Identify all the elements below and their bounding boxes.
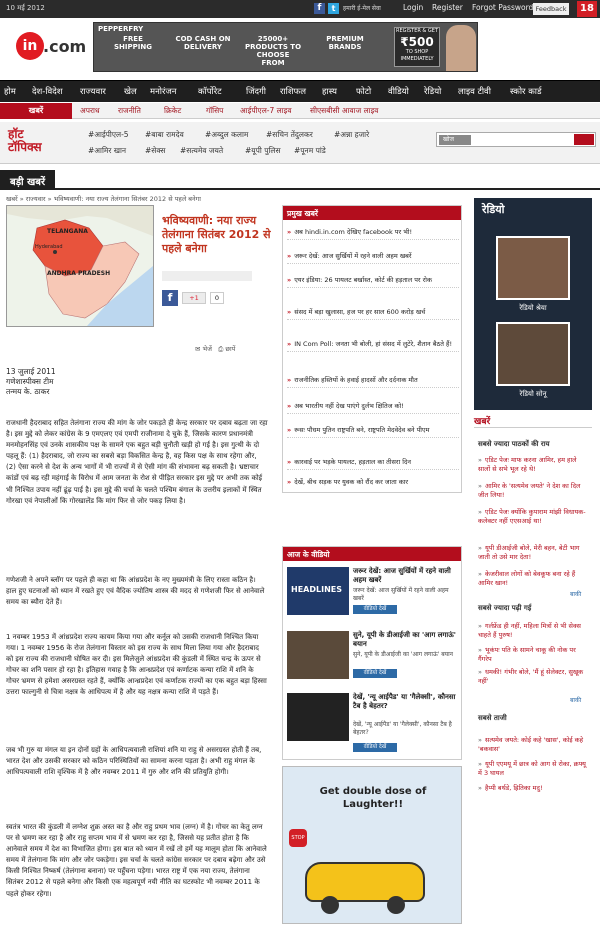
hot-tag[interactable]: #अब्दुल कलाम [205,130,249,139]
hot-tag[interactable]: #सचिन तेंदुलकर [266,130,313,139]
top-news-text: अब hindi.in.com देखिए facebook पर भी! [294,228,413,236]
news-link[interactable]: » यूपी डीआईजी बोले, मेरी बहन, बेटी भाग जाती तो उसे मार देता! [478,544,590,562]
car-illustration [305,862,425,902]
nav-item-photo[interactable]: फोटो [356,87,372,97]
twitter-icon[interactable]: t [328,3,339,14]
top-news-item[interactable]: » IN Com Poll: जनता भी बोली, हां संसद में लुटेरे, शैतान बैठते हैं! [287,340,459,352]
article-paragraph: गणेशजी ने अपने ब्लॉग पर पहले ही कहा था कि आंध्रप्रदेश के नए मुख्यमंत्री के लिए रास्ता कठिन है। हाल हुए घटनाओं को ध्यान में रखते हुए एवं वैदिक ज्योतिष शास्त्र की मदद से गणेशजी फिर से आनेवाले समय का ब्यौरा देते हैं। [6,576,265,607]
email-icon[interactable]: ✉ [195,345,201,353]
placeholder-bar [162,271,252,281]
article-paragraph: जब भी गुरु या मंगल या इन दोनों ग्रहों के आधिपत्यवाली राशियां शनि या राहु से असरग्रस्त होती हैं तब, भारत देश और उसकी सरकार को कठिन परिस्थितियों का सामना करना पड़ता है। अभी राहु मंगल के आधिपत्यवाली राशि वृश्चिक में है और नवम्बर 2011 में गुरु और शनि की प्रतियुति होगी। [6,746,262,777]
watch-video-button[interactable]: वीडियो देखें [353,669,397,678]
hot-tag[interactable]: #आमिर खान [88,146,127,155]
print-icon[interactable]: ⎙ [218,345,224,353]
banner-item: FREE SHIPPING [114,35,152,51]
top-news-text: देखें, बीच सड़क पर युवक को रौंद कर जाता कार [294,478,409,486]
section-header [0,170,600,190]
article-tools [195,344,235,354]
search-box[interactable] [436,132,596,147]
subnav-item[interactable]: आईपीएल-7 लाइव [240,106,292,115]
video-thumbnail[interactable] [287,693,349,741]
print-link[interactable]: छापें [225,345,236,353]
nav-item-states[interactable]: राज्यवार [80,87,106,97]
news-link[interactable]: » केजरीवाल लोगों को बेवकूफ बना रहे हैं आमिर खान! [478,570,590,588]
video-thumbnail[interactable] [287,631,349,679]
news-link[interactable]: » एडिट पेजः क्योंकि कुपाराम मांझी विधायक- कलेक्टर नहीं एएसआई था! [478,508,590,526]
nav-item-radio[interactable]: रेडियो [424,87,442,97]
model-image [446,25,476,71]
register-link[interactable]: Register [432,3,463,12]
news-subnav [0,103,600,119]
top-news-item[interactable]: » राजनीतिक हस्तियों के हवाई हादसों और दर्दनाक मौत [287,376,459,388]
subnav-item[interactable]: सीएसबीसी आवाज लाइव [310,106,379,115]
search-button[interactable] [574,134,594,145]
video-subtitle: जरूर देखें: आज सुर्खियों में रहने वाली अहम खबरें [353,587,449,602]
stop-sign-icon: STOP [289,829,307,847]
logo-text: .com [43,37,87,56]
latest-title: सबसे ताजी [478,714,507,722]
nav-item-humor[interactable]: हास्य [322,87,337,97]
hot-tag[interactable]: #पूनम पांडे [294,146,326,155]
top-news-item[interactable]: » अब भारतीय नहीं देख पाएंगे दुर्लभ क्षितिज को! [287,402,459,414]
search-label: खोज [439,135,471,145]
share-buttons [162,290,228,306]
section-title: बड़ी खबरें [0,170,55,190]
top-news-item[interactable]: » जरूर देखें: आज सुर्खियों में रहने वाली अहम खबरें [287,252,459,264]
top-bar [0,0,600,18]
login-link[interactable]: Login [403,3,424,12]
map-label-hyderabad: Hyderabad [35,244,63,250]
hot-topics-title [8,128,42,154]
subnav-label: खबरें [0,103,72,119]
article-paragraph: 1 नवम्बर 1953 में आंध्रप्रदेश राज्य कायम किया गया और कर्नूल को उसकी राजधानी निश्चित किया गया। 1 नवम्बर 1956 के रोज तेलंगाना विस्तार को इस राज्य के साथ मिला लिया गया और हैदराबाद को इस राज्य की राजधानी घोषित कर दी। इस मिलेजुले आंध्रप्रदेश की कुंडली में स्थित चन्द्र के ऊपर से गोचर का शनि पसार हो रहा है। इतिहास गवाह है कि आन्ध्रप्रदेश एवं कर्णाटक कन्या राशि में शनि के गोचर भ्रमण से हमेशा असरग्रस्त रहते हैं, क्योंकि आन्ध्रप्रदेश एवं कर्णाटक राज्यों का एक बहुत बड़ा हिस्सा उत्तरा फाल्गुनी से चित्रा नक्षत्र के आधिपत्य में है और यह नक्षत्र कन्या राशि में पड़ते हैं। [6,633,267,697]
news-link[interactable]: » सत्यमेव जयते: कोई कहे 'खास', कोई कहे 'बकवास' [478,736,590,754]
radio-box [474,198,592,410]
news-sidebar-title: खबरें [474,414,592,428]
video-title[interactable]: देखें, 'न्यू आईपैड' या 'गैलेक्सी', कौनसा टैब है बेहतर? [353,693,456,710]
facebook-share-icon[interactable]: f [162,290,178,306]
most-read-title: सबसे ज्यादा पढ़ी गई [478,604,532,612]
top-news-item[interactable]: » एयर इंडिया: 26 पायलट बर्खास्त, कोर्ट की हड़ताल पर रोक [287,276,459,288]
subnav-item[interactable]: क्रिकेट [164,106,182,115]
ad-text: Get double dose of Laughter!! [319,786,427,810]
hindi-email-link[interactable]: हमारी ई-मेल सेवा [343,5,381,12]
logo-mark: in [16,32,44,60]
main-nav [0,80,600,102]
nav-item-scorecard[interactable]: स्कोर कार्ड [510,87,542,97]
radio-title: रेडियो [482,203,505,216]
in-com-logo[interactable] [16,32,87,60]
videos-title: आज के वीडियो [283,547,461,561]
top-news-text: संसद में बड़ा खुलासा, हज पर हर साल 600 करोड़ खर्च [294,308,426,316]
top-news-text: कारवाई पर भड़के पायलट, हड़ताल का तीसरा दिन [294,458,412,466]
nav-item-video[interactable]: वीडियो [388,87,409,97]
nav-item-world[interactable]: देश-विदेश [32,87,63,97]
news-link[interactable]: » धमकी! गंभीर बोले, 'मैं हूं सेलेक्टर, सुखूक नहीं' [478,668,590,686]
news-link[interactable]: » हैप्पी बर्थडे, ह्रितिका मदु! [478,784,590,793]
banner-item: PREMIUM BRANDS [326,35,364,51]
state-map [6,205,154,327]
offer-bottom: TO SHOP IMMEDIATELY [400,49,434,62]
banner-offer[interactable] [394,27,440,67]
top-news-box [282,205,462,493]
nav-item-corporate[interactable]: कॉर्पोरेट [198,87,222,97]
radio-sonu-label[interactable]: रेडियो सोनू [519,390,547,398]
watch-video-button[interactable]: वीडियो देखें [353,743,397,752]
news-link[interactable]: » यूपी एएमयू में छात्र को आग से रोका, क्रफ्यू में 3 घायल [478,760,590,778]
nav-item-entertainment[interactable]: मनोरंजन [150,87,177,97]
radio-sonu-photo[interactable] [496,322,570,386]
feedback-button[interactable]: Feedback [533,3,569,15]
nav-item-life[interactable]: जिंदगी [246,87,267,97]
article-headline: भविष्यवाणी: नया राज्य तेलंगाना सितंबर 2012 से पहले बनेगा [162,214,271,255]
most-commented-title: सबसे ज्यादा पाठकों की राय [478,440,550,448]
hot-tag[interactable]: #आईपीएल-5 [88,130,129,139]
nav-item-sports[interactable]: खेल [124,87,137,97]
more-link[interactable]: बाकी [570,591,582,598]
watch-video-button[interactable]: वीडियो देखें [353,605,397,614]
hot-tag[interactable]: #सेक्स [145,146,166,155]
hot-tag[interactable]: #बाबा रामदेव [145,130,184,139]
video-title[interactable]: सुने, यूपी के डीआईजी का 'आग लगाऊं' बयान [353,631,456,648]
hot-title-1: हॉट [8,127,24,141]
article-paragraph: राजधानी हैदराबाद सहित तेलंगाना राज्य की मांग के जोर पकड़ते ही केन्द्र सरकार पर दबाव बढ़ता जा रहा है। इस मुद्दे को लेकर कांग्रेस के 9 एमएलए एवं एमपी राजीनामा दे चुके हैं, जिसके कारण प्रधानमंत्री मनमोहनसिंह एवं उनके शासकीय पक्ष के सामने एक बहुत बड़ी चुनौती खड़ी हो गई है। इस गुत्थी के दो पहलू हैं: (1) हैदराबाद, जो राज्य का सबसे बड़ा विकसित केन्द्र है, वह किस पक्ष के साथ रहेगा और, (2) ऐसा करने से देश के अन्य भागों में भी राज्यों में से ऐसी मांग की संभावना बढ़ सकती है। भ्रष्टाचार कांडों एवं बढ़ रही महंगाई के विरोध में आम जनता के रोश से पीड़ित सरकार इस मुद्दे पर अभी तक कोई भी निश्चित उपाय नहीं ढूंढ़ पाई है। इस मुद्दे की चर्चा के चलते पश्चिम बंगाल के उत्तरीय इलाकों में स्थित गोरखा एवं नेपालीओं कि गोरखालेंड कि मांग फिर से जोर पकड़ लिया है। [6,419,268,505]
top-news-text: जरूर देखें: आज सुर्खियों में रहने वाली अहम खबरें [294,252,412,260]
video-thumb-text: HEADLINES [291,585,342,594]
breadcrumb[interactable]: खबरें » राज्यवार » भविष्यवाणी: नया राज्य तेलंगाना सितंबर 2012 से पहले बनेगा [6,195,201,203]
top-news-text: रूसः पौधम पुतिन राष्ट्रपति बने, राष्ट्रपति मेदवेदेव बने पीएम [294,426,430,434]
offer-top: REGISTER & GET [395,28,438,34]
news-link[interactable]: » भूकंपः पति के सामने चाकू की नोक पर गैंगरेप [478,646,590,664]
laughter-ad[interactable] [282,766,462,924]
map-label-telangana: TELANGANA [47,228,88,235]
gplus-button[interactable]: +1 [182,292,206,304]
pepperfry-banner-ad[interactable] [93,22,478,72]
article-byline [6,367,56,397]
top-news-text: राजनीतिक हस्तियों के हवाई हादसों और दर्दनाक मौत [294,376,418,384]
top-news-item[interactable]: » कारवाई पर भड़के पायलट, हड़ताल का तीसरा दिन [287,458,459,470]
top-news-text: अब भारतीय नहीं देख पाएंगे दुर्लभ क्षितिज को! [294,402,404,410]
hot-tag[interactable]: #यूपी पुलिस [245,146,281,155]
map-svg [7,206,153,326]
hot-topics [0,122,600,164]
banner-item: COD CASH ON DELIVERY [175,35,231,51]
top-news-item[interactable]: » रूसः पौधम पुतिन राष्ट्रपति बने, राष्ट्रपति मेदवेदेव बने पीएम [287,426,459,438]
banner-brand: PEPPERFRY [98,25,144,33]
news-link[interactable]: » गर्लफ्रेंड ही नहीं, महिला मित्रों से भी सेक्स चाहते हैं पुरुष! [478,622,590,640]
nav-item-live-tv[interactable]: लाइव टीवी [458,87,491,97]
nav-item-horoscope[interactable]: राशिफल [280,87,306,97]
news-link[interactable]: » एडिट पेजः माफ करना आमिर, हम हाले सालों से सभे भूल रहे थे! [478,456,590,474]
subnav-item[interactable]: राजनीति [118,106,141,115]
video-thumbnail[interactable] [287,567,349,615]
radio-shreya-label[interactable]: रेडियो श्रेया [519,304,547,312]
article-author: गणेशास्पीक्स टीम [6,377,54,386]
top-news-item[interactable]: » देखें, बीच सड़क पर युवक को रौंद कर जाता कार [287,478,409,486]
hot-tag[interactable]: #सत्यमेव जयते [180,146,224,155]
top-news-text: IN Com Poll: जनता भी बोली, हां संसद में लुटेरे, शैतान बैठते हैं! [294,340,453,348]
top-news-text: एयर इंडिया: 26 पायलट बर्खास्त, कोर्ट की हड़ताल पर रोक [294,276,432,284]
banner-item: 25000+ PRODUCTS TO CHOOSE FROM [244,35,302,67]
facebook-icon[interactable]: f [314,3,325,14]
email-link[interactable]: भेजें [202,345,212,353]
gplus-count: 0 [210,292,224,304]
radio-shreya-photo[interactable] [496,236,570,300]
news-link[interactable]: » आमिर के 'सत्यमेव जयते' ने देश का दिल जीत लिया! [478,482,590,500]
map-label-andhra: ANDHRA PRADESH [47,270,111,277]
top-news-title: प्रमुख खबरें [283,206,461,220]
more-link[interactable]: बाकी [570,697,582,704]
todays-videos-box [282,546,462,760]
nav-item-home[interactable]: होम [4,87,16,97]
subnav-item[interactable]: गॉसिप [206,106,224,115]
hot-title-2: टॉपिक्स [8,140,42,154]
hot-tag[interactable]: #अन्ना हजारे [334,130,370,139]
top-news-item[interactable]: » संसद में बड़ा खुलासा, हज पर हर साल 600 करोड़ खर्च [287,308,459,320]
article-date: 13 जुलाई 2011 [6,367,56,376]
video-subtitle: सुने, यूपी के डीआईजी का 'आग लगाऊं' बयान [353,651,454,658]
forgot-password-link[interactable]: Forgot Password [472,3,534,12]
subnav-item[interactable]: अपराध [80,106,100,115]
top-news-item[interactable]: » अब hindi.in.com देखिए facebook पर भी! [287,228,459,240]
network18-logo[interactable]: 18 [577,1,597,17]
article-paragraph: स्वतंत्र भारत की कुंडली में लग्नेश शुक्र अस्त का है और राहु प्रथम भाव (लग्न) में है। गोचर का केतु लग्न पर से भ्रमण कर रहा है और राहु सप्तम भाव में से भ्रमण कर रहा है, जिससे यह प्रतीत होता है कि आनेवाले समय में देश का विभाजित होगा। इस बात को ध्यान में रखें तो हमें यह मालूम होता कि आनेवाले समय में तेलंगाना कि मांग और जोर पकड़ेगा। इस चर्चा के चलते कांग्रेस सरकार पर दबाव बढ़ेगा और उसे किसी निश्चित निष्कर्ष (तेलंगाना बनाना) पर पहुँचना पड़ेगा। भारत राष्ट्र में एक नया राज्य, तेलंगाना सितंबर 2012 से पहले बनेगा और किसी एक महत्वपूर्ण नयी नीति का घटस्फोट भी नवम्बर 2011 के पहले होकर रहेगा। [6,823,267,898]
offer-amount: ₹500 [400,35,434,49]
article-author: तन्मय के. ठाकर [6,387,50,396]
current-date: 10 मई 2012 [6,4,45,12]
video-title[interactable]: जरूर देखें: आज सुर्खियों में रहने वाली अहम खबरें [353,567,451,584]
video-subtitle: देखें, 'न्यू आईपैड' या 'गैलेक्सी', कौनसा टैब है बेहतर? [353,721,452,736]
